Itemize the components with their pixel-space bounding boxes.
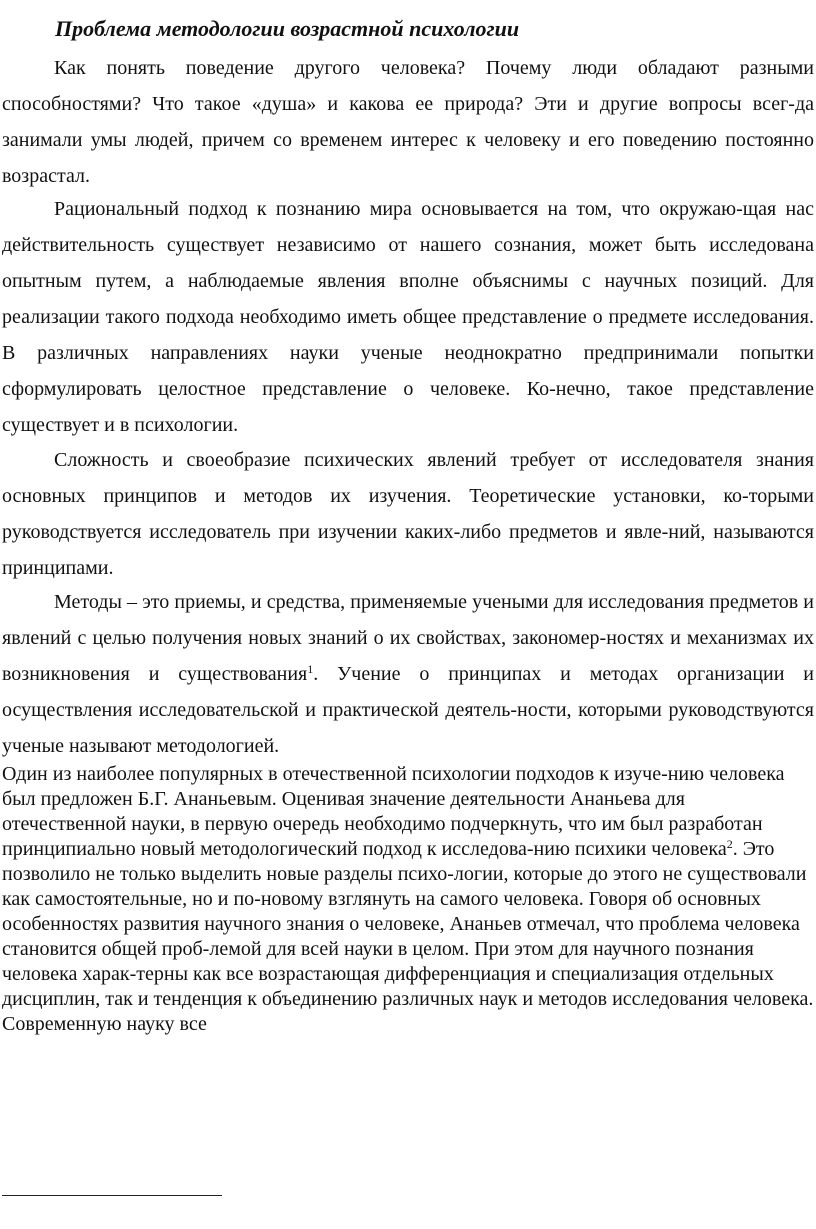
document-title: Проблема методологии возрастной психологии (55, 16, 520, 41)
paragraph-1: Как понять поведение другого человека? Почему люди обладают разными способностями? Что такое «душа» и какова ее природа? Эти и другие вопросы всег-да занимали умы людей, причем со временем интерес к человеку и его поведению постоянно возрастал. (2, 57, 814, 187)
footnote-mark-1: 1 (307, 661, 314, 676)
footnote-separator (2, 1195, 222, 1196)
paragraph-group-5 (2, 762, 814, 1037)
paragraph-5 (2, 762, 814, 1037)
paragraph-5-text-before: Один из наиболее популярных в отечественной психологии подходов к изуче-нию человека был предложен Б.Г. Ананьевым. Оценивая значение деятельности Ананьева для отечественной науки, в первую очередь необходимо подчеркнуть, что им был разработан принципиально новый методологический подход к исследова-нию психики человека (2, 763, 785, 860)
paragraph-4-text-before: Методы – это приемы, и средства, применяемые учеными для исследования предметов и явлений с целью получения новых знаний о их свойствах, закономер-ностях и механизмах их возникновения и существования (2, 591, 814, 685)
paragraph-2: Рациональный подход к познанию мира основывается на том, что окружаю-щая нас действительность существует независимо от нашего сознания, может быть исследована опытным путем, а наблюдаемые явления вполне объяснимы с научных позиций. Для реализации такого подхода необходимо иметь общее представление о предмете исследования. В различных направлениях науки ученые неоднократно предпринимали попытки сформулировать целостное представление о человеке. Ко-нечно, такое представление существует и в психологии. (2, 198, 814, 436)
paragraph-3: Сложность и своеобразие психических явлений требует от исследователя знания основных принципов и методов их изучения. Теоретические установки, ко-торыми руководствуется исследователь при изучении каких-либо предметов и явле-ний, называются принципами. (2, 449, 814, 579)
paragraph-group-4 (2, 584, 814, 764)
paragraph-group-2 (2, 191, 814, 443)
paragraph-5-text-after: . Это позволило не только выделить новые разделы психо-логии, которые до этого не существовали как самостоятельные, но и по-новому взглянуть на самого человека. Говоря об основных особенностях развития научного знания о человеке, Ананьев отмечал, что проблема человека становится общей проб-лемой для всей науки в целом. При этом для научного познания человека харак-терны как все возрастающая дифференциация и специализация отдельных дисциплин, так и тенденция к объединению различных наук и методов исследования человека. Современную науку все (2, 838, 814, 1035)
paragraph-group-3 (2, 442, 814, 586)
paragraph-group-1 (2, 50, 814, 194)
paragraph-4 (2, 584, 814, 764)
footnote-mark-2: 2 (726, 836, 733, 851)
paragraph-4-text-after: . Учение о принципах и методах организации и осуществления исследовательской и практической деятель-ности, которыми руководствуются ученые называют методологией. (2, 663, 814, 757)
